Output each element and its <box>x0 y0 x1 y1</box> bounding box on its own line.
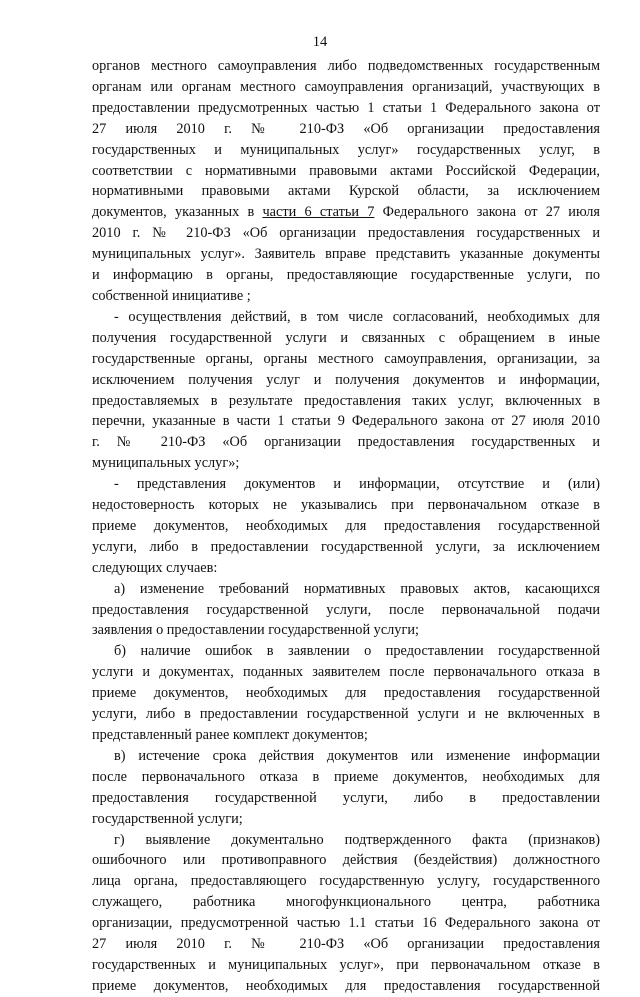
text-line: органов местного самоуправления либо подведомственных государственным <box>92 58 600 74</box>
page-number: 14 <box>312 34 328 50</box>
text-line: предоставления государственной услуги, либо в предоставлении <box>92 789 600 806</box>
text-line: собственной инициативе ; <box>92 287 251 304</box>
text-line <box>92 202 600 223</box>
paragraph <box>92 579 600 642</box>
document-body <box>92 56 600 997</box>
text-line: недостоверность которых не указывались при первоначальном отказе в <box>92 497 600 514</box>
text-segment: документов, указанных в <box>92 204 263 221</box>
text-line: в) истечение срока действия документов или изменение информации <box>114 747 600 764</box>
text-line: г. № 210-ФЗ «Об организации предоставления государственных и <box>92 434 600 451</box>
text-line: б) наличие ошибок в заявлении о предоставлении государственной <box>114 643 600 660</box>
text-line: государственных и муниципальных услуг» государственных услуг, в <box>92 141 600 158</box>
text-line: услуги, либо в предоставлении государственной услуги, за исключением <box>92 538 600 555</box>
text-line: соответствии с нормативными правовыми актами Российской Федерации, <box>92 162 600 179</box>
paragraph <box>92 830 600 997</box>
text-line: приеме документов, необходимых для предоставления государственной <box>92 517 600 534</box>
text-line: г) выявление документально подтвержденного факта (признаков) <box>114 831 600 848</box>
text-line: 27 июля 2010 г. № 210-ФЗ «Об организации предоставления <box>92 120 600 137</box>
text-line: следующих случаев: <box>92 559 218 576</box>
text-line: предоставлении предусмотренных частью 1 статьи 1 Федерального закона от <box>92 99 600 116</box>
text-line: муниципальных услуг». Заявитель вправе представить указанные документы <box>92 246 600 263</box>
text-line: приеме документов, необходимых для предоставления государственной <box>92 977 600 994</box>
text-line: предоставления государственной услуги, после первоначальной подачи <box>92 601 600 618</box>
text-line: государственной услуги; <box>92 810 243 827</box>
paragraph <box>92 474 600 579</box>
text-line: получения государственной услуги и связанных с обращением в иные <box>92 329 600 346</box>
text-line: заявления о предоставлении государственной услуги; <box>92 622 419 639</box>
text-line: нормативными правовыми актами Курской области, за исключением <box>92 183 600 200</box>
paragraph <box>92 746 600 830</box>
text-line: услуги и документах, поданных заявителем после первоначального отказа в <box>92 664 600 681</box>
text-line: организации, предусмотренной частью 1.1 статьи 16 Федерального закона от <box>92 915 600 932</box>
text-line: исключением получения услуг и получения документов и информации, <box>92 371 600 388</box>
text-line: предоставляемых в результате предоставления таких услуг, включенных в <box>92 392 600 409</box>
text-line: - представления документов и информации, отсутствие и (или) <box>114 476 600 493</box>
text-line: лица органа, предоставляющего государственную услугу, государственного <box>92 873 600 890</box>
text-line: приеме документов, необходимых для предоставления государственной <box>92 685 600 702</box>
text-line: перечни, указанные в части 1 статьи 9 Федерального закона от 27 июля 2010 <box>92 413 600 430</box>
text-line: органам или органам местного самоуправления организаций, участвующих в <box>92 78 600 95</box>
text-line: 2010 г. № 210-ФЗ «Об организации предоставления государственных и <box>92 225 600 242</box>
text-line: а) изменение требований нормативных правовых актов, касающихся <box>114 580 600 597</box>
text-line: - осуществления действий, в том числе согласований, необходимых для <box>114 308 600 325</box>
paragraph <box>92 307 600 474</box>
text-line: ошибочного или противоправного действия (бездействия) должностного <box>92 852 600 869</box>
text-line: представленный ранее комплект документов; <box>92 727 368 743</box>
text-line: государственных и муниципальных услуг», при первоначальном отказе в <box>92 956 600 973</box>
paragraph <box>92 641 600 746</box>
text-line: 27 июля 2010 г. № 210-ФЗ «Об организации предоставления <box>92 936 600 953</box>
text-line: после первоначального отказа в приеме документов, необходимых для <box>92 768 600 785</box>
text-line: служащего, работника многофункционального центра, работника <box>92 894 600 911</box>
paragraph <box>92 56 600 307</box>
text-line: и информацию в органы, предоставляющие государственные услуги, по <box>92 267 600 284</box>
text-line: муниципальных услуг»; <box>92 455 240 472</box>
text-segment: Федерального закона от 27 июля <box>374 204 600 221</box>
law-reference-link[interactable]: части 6 статьи 7 <box>262 204 375 221</box>
text-line: государственные органы, органы местного самоуправления, организации, за <box>92 350 600 367</box>
text-line: услуги, либо в предоставлении государственной услуги и не включенных в <box>92 706 600 723</box>
